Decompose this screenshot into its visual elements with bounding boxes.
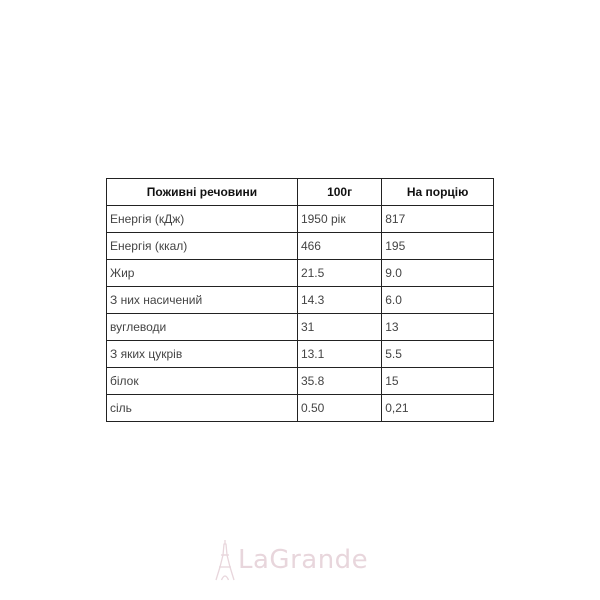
table-row [107, 233, 494, 260]
table-row [107, 341, 494, 368]
value-per-portion: 817 [382, 206, 494, 233]
table-row [107, 206, 494, 233]
header-per-100g: 100г [297, 179, 381, 206]
nutrient-name: Енергія (кДж) [107, 206, 298, 233]
nutrition-table [106, 178, 494, 422]
nutrient-name: Енергія (ккал) [107, 233, 298, 260]
nutrient-name: сіль [107, 395, 298, 422]
value-per-portion: 15 [382, 368, 494, 395]
table-row [107, 260, 494, 287]
value-per-100g: 1950 рік [297, 206, 381, 233]
header-nutrients: Поживні речовини [107, 179, 298, 206]
value-per-100g: 466 [297, 233, 381, 260]
header-per-portion: На порцію [382, 179, 494, 206]
nutrient-name: З них насичений [107, 287, 298, 314]
value-per-100g: 13.1 [297, 341, 381, 368]
table-row [107, 287, 494, 314]
value-per-portion: 195 [382, 233, 494, 260]
value-per-100g: 31 [297, 314, 381, 341]
nutrient-name: З яких цукрів [107, 341, 298, 368]
value-per-portion: 6.0 [382, 287, 494, 314]
value-per-portion: 13 [382, 314, 494, 341]
table-row [107, 395, 494, 422]
nutrient-name: вуглеводи [107, 314, 298, 341]
value-per-100g: 21.5 [297, 260, 381, 287]
value-per-portion: 0,21 [382, 395, 494, 422]
value-per-100g: 0.50 [297, 395, 381, 422]
table-row [107, 314, 494, 341]
value-per-portion: 9.0 [382, 260, 494, 287]
lagrande-watermark [214, 538, 394, 582]
nutrient-name: Жир [107, 260, 298, 287]
table-header-row [107, 179, 494, 206]
value-per-portion: 5.5 [382, 341, 494, 368]
value-per-100g: 14.3 [297, 287, 381, 314]
watermark-text: LaGrande [238, 545, 369, 575]
nutrient-name: білок [107, 368, 298, 395]
eiffel-tower-icon [214, 539, 236, 581]
table-row [107, 368, 494, 395]
value-per-100g: 35.8 [297, 368, 381, 395]
